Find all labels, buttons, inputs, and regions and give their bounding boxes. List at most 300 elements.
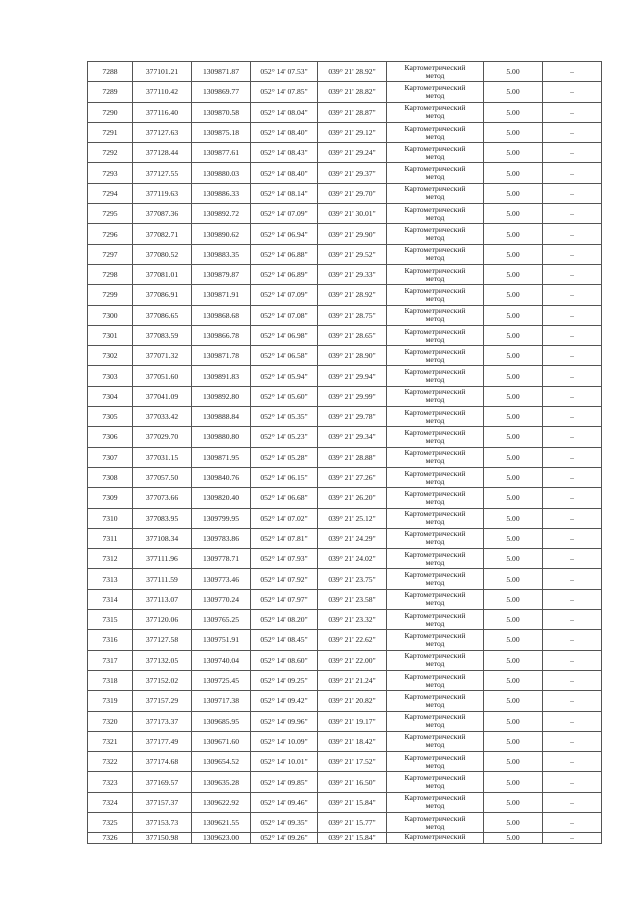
point-number-cell: 7322	[88, 752, 133, 772]
point-number-cell: 7305	[88, 407, 133, 427]
y-coordinate-cell: 1309685.95	[192, 711, 251, 731]
description-cell: –	[543, 204, 602, 224]
longitude-cell: 039° 21' 29.24"	[318, 143, 387, 163]
method-line2: метод	[425, 90, 445, 100]
x-coordinate-cell: 377086.65	[133, 305, 192, 325]
description-cell: –	[543, 224, 602, 244]
coordinates-table	[87, 61, 602, 844]
method-cell	[387, 792, 484, 812]
accuracy-cell: 5.00	[484, 407, 543, 427]
latitude-cell: 052° 14' 08.14"	[251, 183, 318, 203]
y-coordinate-cell: 1309880.80	[192, 427, 251, 447]
accuracy-cell: 5.00	[484, 447, 543, 467]
x-coordinate-cell: 377080.52	[133, 244, 192, 264]
table-row	[88, 366, 602, 386]
longitude-cell: 039° 21' 23.58"	[318, 589, 387, 609]
method-line1: Картометрический	[404, 387, 466, 397]
description-cell: –	[543, 833, 602, 844]
point-number-cell: 7320	[88, 711, 133, 731]
method-line1: Картометрический	[404, 610, 466, 620]
table-row	[88, 488, 602, 508]
method-line1: Картометрический	[404, 306, 466, 316]
description-cell: –	[543, 691, 602, 711]
point-number-cell: 7324	[88, 792, 133, 812]
method-line2: метод	[425, 618, 445, 628]
method-line1: Картометрический	[404, 549, 466, 559]
latitude-cell: 052° 14' 06.58"	[251, 346, 318, 366]
point-number-cell: 7318	[88, 670, 133, 690]
method-line1: Картометрический	[404, 468, 466, 478]
table-row	[88, 833, 602, 844]
table-row	[88, 670, 602, 690]
y-coordinate-cell: 1309799.95	[192, 508, 251, 528]
longitude-cell: 039° 21' 27.26"	[318, 467, 387, 487]
point-number-cell: 7326	[88, 833, 133, 844]
latitude-cell: 052° 14' 06.68"	[251, 488, 318, 508]
description-cell: –	[543, 589, 602, 609]
description-cell: –	[543, 183, 602, 203]
method-line2: метод	[425, 517, 445, 527]
method-cell	[387, 670, 484, 690]
method-cell	[387, 82, 484, 102]
x-coordinate-cell: 377127.63	[133, 122, 192, 142]
latitude-cell: 052° 14' 06.94"	[251, 224, 318, 244]
method-line1: Картометрический	[404, 62, 466, 72]
method-line1: Картометрический	[404, 813, 466, 823]
y-coordinate-cell: 1309840.76	[192, 467, 251, 487]
longitude-cell: 039° 21' 29.37"	[318, 163, 387, 183]
y-coordinate-cell: 1309883.35	[192, 244, 251, 264]
point-number-cell: 7289	[88, 82, 133, 102]
accuracy-cell: 5.00	[484, 528, 543, 548]
description-cell: –	[543, 366, 602, 386]
latitude-cell: 052° 14' 05.35"	[251, 407, 318, 427]
method-line1: Картометрический	[404, 123, 466, 133]
method-line1: Картометрический	[404, 509, 466, 519]
accuracy-cell: 5.00	[484, 731, 543, 751]
latitude-cell: 052° 14' 08.20"	[251, 610, 318, 630]
description-cell: –	[543, 122, 602, 142]
x-coordinate-cell: 377157.37	[133, 792, 192, 812]
longitude-cell: 039° 21' 29.78"	[318, 407, 387, 427]
accuracy-cell: 5.00	[484, 366, 543, 386]
point-number-cell: 7307	[88, 447, 133, 467]
y-coordinate-cell: 1309891.83	[192, 366, 251, 386]
description-cell: –	[543, 528, 602, 548]
method-line2: метод	[425, 821, 445, 831]
point-number-cell: 7299	[88, 285, 133, 305]
x-coordinate-cell: 377113.07	[133, 589, 192, 609]
x-coordinate-cell: 377051.60	[133, 366, 192, 386]
method-cell	[387, 244, 484, 264]
longitude-cell: 039° 21' 21.24"	[318, 670, 387, 690]
y-coordinate-cell: 1309871.78	[192, 346, 251, 366]
method-cell	[387, 305, 484, 325]
accuracy-cell: 5.00	[484, 143, 543, 163]
longitude-cell: 039° 21' 29.34"	[318, 427, 387, 447]
method-cell	[387, 772, 484, 792]
description-cell: –	[543, 549, 602, 569]
latitude-cell: 052° 14' 07.92"	[251, 569, 318, 589]
x-coordinate-cell: 377177.49	[133, 731, 192, 751]
point-number-cell: 7325	[88, 812, 133, 832]
x-coordinate-cell: 377132.05	[133, 650, 192, 670]
longitude-cell: 039° 21' 23.32"	[318, 610, 387, 630]
method-line1: Картометрический	[404, 245, 466, 255]
table-row	[88, 792, 602, 812]
description-cell: –	[543, 163, 602, 183]
point-number-cell: 7301	[88, 325, 133, 345]
point-number-cell: 7292	[88, 143, 133, 163]
latitude-cell: 052° 14' 07.53"	[251, 62, 318, 82]
point-number-cell: 7308	[88, 467, 133, 487]
method-line2: метод	[425, 781, 445, 791]
longitude-cell: 039° 21' 28.92"	[318, 285, 387, 305]
method-line2: метод	[425, 435, 445, 445]
accuracy-cell: 5.00	[484, 630, 543, 650]
method-cell	[387, 549, 484, 569]
longitude-cell: 039° 21' 15.84"	[318, 833, 387, 844]
method-cell	[387, 346, 484, 366]
method-line2: метод	[425, 192, 445, 202]
longitude-cell: 039° 21' 24.29"	[318, 528, 387, 548]
latitude-cell: 052° 14' 06.98"	[251, 325, 318, 345]
table-row	[88, 204, 602, 224]
y-coordinate-cell: 1309877.61	[192, 143, 251, 163]
point-number-cell: 7304	[88, 386, 133, 406]
point-number-cell: 7317	[88, 650, 133, 670]
method-line2: метод	[425, 273, 445, 283]
method-cell	[387, 569, 484, 589]
longitude-cell: 039° 21' 15.84"	[318, 792, 387, 812]
accuracy-cell: 5.00	[484, 833, 543, 844]
accuracy-cell: 5.00	[484, 82, 543, 102]
accuracy-cell: 5.00	[484, 264, 543, 284]
x-coordinate-cell: 377108.34	[133, 528, 192, 548]
table-row	[88, 630, 602, 650]
point-number-cell: 7313	[88, 569, 133, 589]
method-line2: метод	[425, 537, 445, 547]
x-coordinate-cell: 377086.91	[133, 285, 192, 305]
y-coordinate-cell: 1309654.52	[192, 752, 251, 772]
description-cell: –	[543, 731, 602, 751]
latitude-cell: 052° 14' 06.88"	[251, 244, 318, 264]
accuracy-cell: 5.00	[484, 244, 543, 264]
y-coordinate-cell: 1309778.71	[192, 549, 251, 569]
x-coordinate-cell: 377127.55	[133, 163, 192, 183]
method-line1: Картометрический	[404, 326, 466, 336]
method-line1: Картометрический	[404, 164, 466, 174]
latitude-cell: 052° 14' 05.23"	[251, 427, 318, 447]
accuracy-cell: 5.00	[484, 102, 543, 122]
table-row	[88, 346, 602, 366]
latitude-cell: 052° 14' 07.09"	[251, 285, 318, 305]
description-cell: –	[543, 305, 602, 325]
latitude-cell: 052° 14' 05.28"	[251, 447, 318, 467]
y-coordinate-cell: 1309870.58	[192, 102, 251, 122]
description-cell: –	[543, 325, 602, 345]
table-row	[88, 102, 602, 122]
accuracy-cell: 5.00	[484, 285, 543, 305]
point-number-cell: 7309	[88, 488, 133, 508]
longitude-cell: 039° 21' 28.75"	[318, 305, 387, 325]
longitude-cell: 039° 21' 24.02"	[318, 549, 387, 569]
method-line2: метод	[425, 679, 445, 689]
table-row	[88, 224, 602, 244]
accuracy-cell: 5.00	[484, 204, 543, 224]
point-number-cell: 7311	[88, 528, 133, 548]
y-coordinate-cell: 1309783.86	[192, 528, 251, 548]
longitude-cell: 039° 21' 28.90"	[318, 346, 387, 366]
y-coordinate-cell: 1309880.03	[192, 163, 251, 183]
method-line2: метод	[425, 557, 445, 567]
latitude-cell: 052° 14' 07.81"	[251, 528, 318, 548]
method-line1: Картометрический	[404, 488, 466, 498]
method-line2: метод	[425, 151, 445, 161]
method-line2: метод	[425, 740, 445, 750]
point-number-cell: 7319	[88, 691, 133, 711]
point-number-cell: 7306	[88, 427, 133, 447]
accuracy-cell: 5.00	[484, 122, 543, 142]
latitude-cell: 052° 14' 09.42"	[251, 691, 318, 711]
method-line1: Картометрический	[404, 773, 466, 783]
method-cell	[387, 427, 484, 447]
description-cell: –	[543, 812, 602, 832]
method-line1: Картометрический	[404, 407, 466, 417]
accuracy-cell: 5.00	[484, 812, 543, 832]
method-cell	[387, 325, 484, 345]
latitude-cell: 052° 14' 08.45"	[251, 630, 318, 650]
method-cell	[387, 224, 484, 244]
longitude-cell: 039° 21' 18.42"	[318, 731, 387, 751]
method-line1: Картометрический	[404, 691, 466, 701]
method-line1: Картометрический	[404, 285, 466, 295]
description-cell: –	[543, 102, 602, 122]
y-coordinate-cell: 1309871.87	[192, 62, 251, 82]
longitude-cell: 039° 21' 22.62"	[318, 630, 387, 650]
description-cell: –	[543, 488, 602, 508]
description-cell: –	[543, 569, 602, 589]
latitude-cell: 052° 14' 05.94"	[251, 366, 318, 386]
longitude-cell: 039° 21' 22.00"	[318, 650, 387, 670]
method-cell	[387, 407, 484, 427]
table-row	[88, 163, 602, 183]
point-number-cell: 7300	[88, 305, 133, 325]
y-coordinate-cell: 1309725.45	[192, 670, 251, 690]
method-line2: метод	[425, 496, 445, 506]
method-line2: метод	[425, 293, 445, 303]
method-cell	[387, 528, 484, 548]
method-cell	[387, 386, 484, 406]
method-cell	[387, 366, 484, 386]
method-cell	[387, 467, 484, 487]
accuracy-cell: 5.00	[484, 610, 543, 630]
description-cell: –	[543, 467, 602, 487]
latitude-cell: 052° 14' 07.08"	[251, 305, 318, 325]
latitude-cell: 052° 14' 07.85"	[251, 82, 318, 102]
method-line1: Картометрический	[404, 732, 466, 742]
x-coordinate-cell: 377033.42	[133, 407, 192, 427]
y-coordinate-cell: 1309892.72	[192, 204, 251, 224]
point-number-cell: 7293	[88, 163, 133, 183]
accuracy-cell: 5.00	[484, 427, 543, 447]
y-coordinate-cell: 1309765.25	[192, 610, 251, 630]
y-coordinate-cell: 1309740.04	[192, 650, 251, 670]
method-line2: метод	[425, 334, 445, 344]
y-coordinate-cell: 1309868.68	[192, 305, 251, 325]
method-cell	[387, 264, 484, 284]
method-cell	[387, 447, 484, 467]
description-cell: –	[543, 407, 602, 427]
table-row	[88, 427, 602, 447]
table-row	[88, 711, 602, 731]
table-row	[88, 731, 602, 751]
x-coordinate-cell: 377087.36	[133, 204, 192, 224]
longitude-cell: 039° 21' 23.75"	[318, 569, 387, 589]
longitude-cell: 039° 21' 28.82"	[318, 82, 387, 102]
table-row	[88, 610, 602, 630]
longitude-cell: 039° 21' 30.01"	[318, 204, 387, 224]
table-row	[88, 122, 602, 142]
x-coordinate-cell: 377041.09	[133, 386, 192, 406]
accuracy-cell: 5.00	[484, 691, 543, 711]
longitude-cell: 039° 21' 28.92"	[318, 62, 387, 82]
method-cell	[387, 731, 484, 751]
method-line1: Картометрический	[404, 671, 466, 681]
longitude-cell: 039° 21' 28.87"	[318, 102, 387, 122]
method-line1: Картометрический	[404, 82, 466, 92]
point-number-cell: 7288	[88, 62, 133, 82]
y-coordinate-cell: 1309773.46	[192, 569, 251, 589]
method-line2: метод	[425, 578, 445, 588]
method-line2: метод	[425, 111, 445, 121]
method-line2: метод	[425, 375, 445, 385]
table-row	[88, 244, 602, 264]
table-row	[88, 650, 602, 670]
x-coordinate-cell: 377153.73	[133, 812, 192, 832]
table-row	[88, 325, 602, 345]
table-row	[88, 143, 602, 163]
description-cell: –	[543, 610, 602, 630]
method-line2: метод	[425, 415, 445, 425]
method-line2: метод	[425, 638, 445, 648]
description-cell: –	[543, 447, 602, 467]
y-coordinate-cell: 1309621.55	[192, 812, 251, 832]
description-cell: –	[543, 62, 602, 82]
y-coordinate-cell: 1309671.60	[192, 731, 251, 751]
longitude-cell: 039° 21' 28.88"	[318, 447, 387, 467]
accuracy-cell: 5.00	[484, 792, 543, 812]
table-row	[88, 569, 602, 589]
method-line2: метод	[425, 801, 445, 811]
point-number-cell: 7295	[88, 204, 133, 224]
y-coordinate-cell: 1309623.00	[192, 833, 251, 844]
method-line1: Картометрический	[404, 265, 466, 275]
description-cell: –	[543, 711, 602, 731]
point-number-cell: 7296	[88, 224, 133, 244]
x-coordinate-cell: 377083.59	[133, 325, 192, 345]
table-row	[88, 528, 602, 548]
accuracy-cell: 5.00	[484, 183, 543, 203]
x-coordinate-cell: 377173.37	[133, 711, 192, 731]
method-line1: Картометрический	[404, 793, 466, 803]
method-line1: Картометрический	[404, 184, 466, 194]
method-cell	[387, 204, 484, 224]
method-line1: Картометрический	[404, 143, 466, 153]
accuracy-cell: 5.00	[484, 224, 543, 244]
point-number-cell: 7297	[88, 244, 133, 264]
table-row	[88, 752, 602, 772]
latitude-cell: 052° 14' 07.93"	[251, 549, 318, 569]
method-line2: метод	[425, 395, 445, 405]
method-cell	[387, 122, 484, 142]
accuracy-cell: 5.00	[484, 589, 543, 609]
description-cell: –	[543, 630, 602, 650]
method-cell	[387, 812, 484, 832]
table-row	[88, 62, 602, 82]
table-row	[88, 285, 602, 305]
longitude-cell: 039° 21' 28.65"	[318, 325, 387, 345]
latitude-cell: 052° 14' 09.96"	[251, 711, 318, 731]
table-row	[88, 82, 602, 102]
x-coordinate-cell: 377071.32	[133, 346, 192, 366]
method-line2: метод	[425, 598, 445, 608]
method-line1: Картометрический	[404, 712, 466, 722]
longitude-cell: 039° 21' 29.70"	[318, 183, 387, 203]
x-coordinate-cell: 377031.15	[133, 447, 192, 467]
description-cell: –	[543, 143, 602, 163]
table-row	[88, 549, 602, 569]
accuracy-cell: 5.00	[484, 467, 543, 487]
description-cell: –	[543, 752, 602, 772]
method-line2: метод	[425, 131, 445, 141]
accuracy-cell: 5.00	[484, 711, 543, 731]
method-line1: Картометрический	[404, 752, 466, 762]
x-coordinate-cell: 377150.98	[133, 833, 192, 844]
table-body	[88, 62, 602, 844]
longitude-cell: 039° 21' 29.90"	[318, 224, 387, 244]
method-line2: метод	[425, 456, 445, 466]
latitude-cell: 052° 14' 08.43"	[251, 143, 318, 163]
latitude-cell: 052° 14' 06.15"	[251, 467, 318, 487]
y-coordinate-cell: 1309888.84	[192, 407, 251, 427]
longitude-cell: 039° 21' 29.94"	[318, 366, 387, 386]
latitude-cell: 052° 14' 08.60"	[251, 650, 318, 670]
y-coordinate-cell: 1309717.38	[192, 691, 251, 711]
y-coordinate-cell: 1309892.80	[192, 386, 251, 406]
method-cell	[387, 183, 484, 203]
longitude-cell: 039° 21' 26.20"	[318, 488, 387, 508]
x-coordinate-cell: 377127.58	[133, 630, 192, 650]
x-coordinate-cell: 377073.66	[133, 488, 192, 508]
y-coordinate-cell: 1309869.77	[192, 82, 251, 102]
method-line1: Картометрический	[404, 225, 466, 235]
method-cell	[387, 711, 484, 731]
method-line1: Картометрический	[404, 570, 466, 580]
point-number-cell: 7290	[88, 102, 133, 122]
method-cell	[387, 833, 484, 844]
point-number-cell: 7316	[88, 630, 133, 650]
y-coordinate-cell: 1309871.91	[192, 285, 251, 305]
longitude-cell: 039° 21' 17.52"	[318, 752, 387, 772]
method-line2: метод	[425, 172, 445, 182]
x-coordinate-cell: 377029.70	[133, 427, 192, 447]
x-coordinate-cell: 377157.29	[133, 691, 192, 711]
accuracy-cell: 5.00	[484, 569, 543, 589]
latitude-cell: 052° 14' 09.85"	[251, 772, 318, 792]
method-line1: Картометрический	[404, 630, 466, 640]
longitude-cell: 039° 21' 19.17"	[318, 711, 387, 731]
